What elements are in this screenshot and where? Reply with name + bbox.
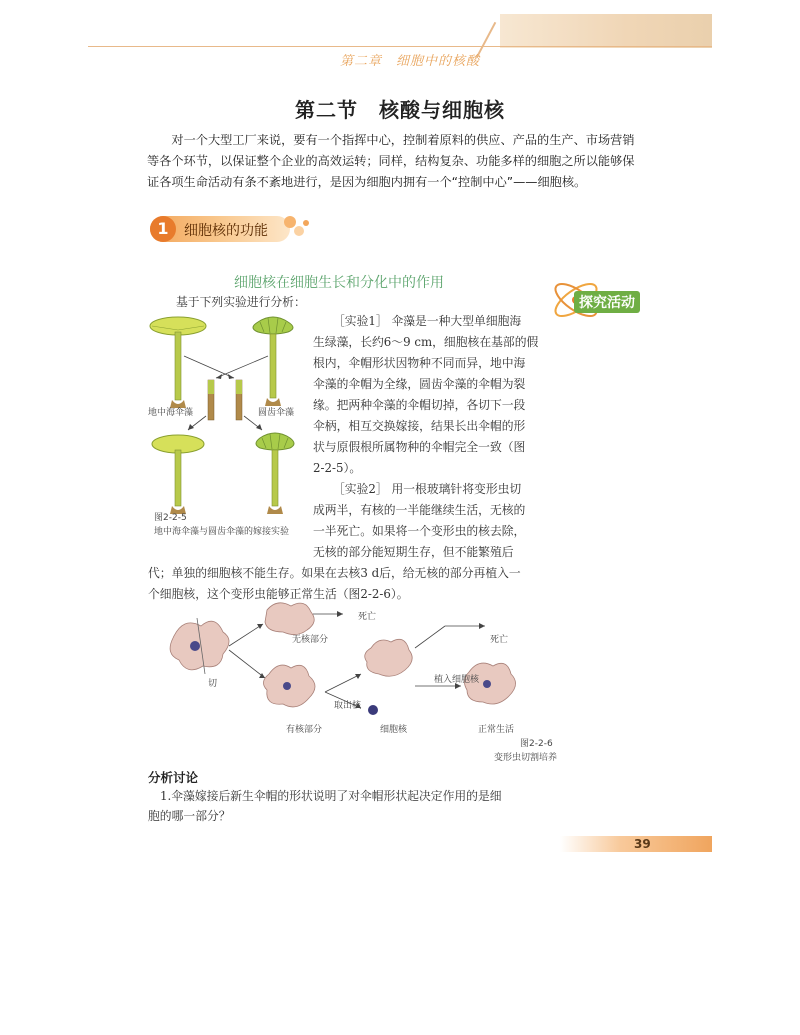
exp2-line: 一半死亡。如果将一个变形虫的核去除， [313, 524, 526, 538]
exp1-line: 2-2-5）。 [313, 461, 362, 475]
fig1-label-left: 地中海伞藻 [148, 408, 194, 418]
exp2-line: 成两半，有核的一半能继续生活，无核的 [313, 503, 526, 517]
exp2-line: ［实验2］ 用一根玻璃针将变形虫切 [333, 482, 522, 496]
intro-paragraph: 对一个大型工厂来说，要有一个指挥中心，控制着原料的供应、产品的生产、市场营销等各个环节，以保证整个企业的高效运转；同样，结构复杂、功能多样的细胞之所以能够保证各项生命活动有条不紊地进行，是因为细胞内拥有一个“控制中心”——细胞核。 [147, 133, 635, 189]
fig2-remove-label: 取出核 [334, 701, 362, 711]
exp1-line: 根内，伞帽形状因物种不同而异，地中海 [313, 356, 526, 370]
header-decoration [500, 14, 712, 48]
exp1-line: 伞柄，相互交换嫁接，结果长出伞帽的形 [313, 419, 526, 433]
exp1-line: 伞藻的伞帽为全缘，圆齿伞藻的伞帽为裂 [313, 377, 526, 391]
page-title: 第二节 核酸与细胞核 [295, 98, 505, 122]
exp1-line: 状与原假根所属物种的伞帽完全一致（图 [313, 440, 526, 454]
exp2-line: 代；单独的细胞核不能生存。如果在去核3 d后，给无核的部分再植入一 [148, 566, 521, 580]
exp1-line: 缘。把两种伞藻的伞帽切掉，各切下一段 [313, 398, 526, 412]
section-title: 细胞核的功能 [184, 223, 268, 239]
discussion-heading: 分析讨论 [148, 770, 199, 785]
fig2-with-nucleus-label: 有核部分 [286, 725, 323, 735]
discussion-q1-line2: 胞的哪一部分？ [148, 809, 231, 823]
exp1-line: 生绿藻，长约6～9 cm，细胞核在基部的假 [313, 335, 539, 349]
page-number: 39 [634, 837, 651, 851]
fig1-label-right: 圆齿伞藻 [258, 408, 295, 418]
fig2-implant-label: 植入细胞核 [434, 675, 480, 685]
fig1-number: 图2-2-5 [154, 513, 187, 523]
activity-lead: 基于下列实验进行分析： [176, 295, 306, 309]
activity-title: 细胞核在细胞生长和分化中的作用 [234, 275, 444, 291]
exp1-line: ［实验1］ 伞藻是一种大型单细胞海 [333, 314, 522, 328]
header-rule [88, 46, 712, 47]
fig2-no-nucleus-label: 无核部分 [292, 635, 329, 645]
fig2-caption: 变形虫切割培养 [494, 753, 558, 763]
fig2-normal-label: 正常生活 [478, 725, 515, 735]
fig2-number: 图2-2-6 [520, 739, 553, 749]
activity-badge: 探究活动 [574, 291, 640, 313]
discussion-q1-line1: 1.伞藻嫁接后新生伞帽的形状说明了对伞帽形状起决定作用的是细 [160, 789, 502, 803]
chapter-header: 第二章 细胞中的核酸 [340, 54, 481, 69]
fig2-cut-label: 切 [208, 679, 218, 689]
section-number: 1 [150, 216, 176, 242]
bubbles-icon [282, 214, 312, 244]
exp2-line: 个细胞核，这个变形虫能够正常生活（图2-2-6）。 [148, 587, 409, 601]
fig2-death2-label: 死亡 [490, 635, 509, 645]
fig1-caption: 地中海伞藻与圆齿伞藻的嫁接实验 [154, 527, 290, 537]
exp2-line: 无核的部分能短期生存，但不能繁殖后 [313, 545, 514, 559]
fig2-death1-label: 死亡 [358, 612, 377, 622]
fig2-nucleus-label: 细胞核 [380, 725, 408, 735]
